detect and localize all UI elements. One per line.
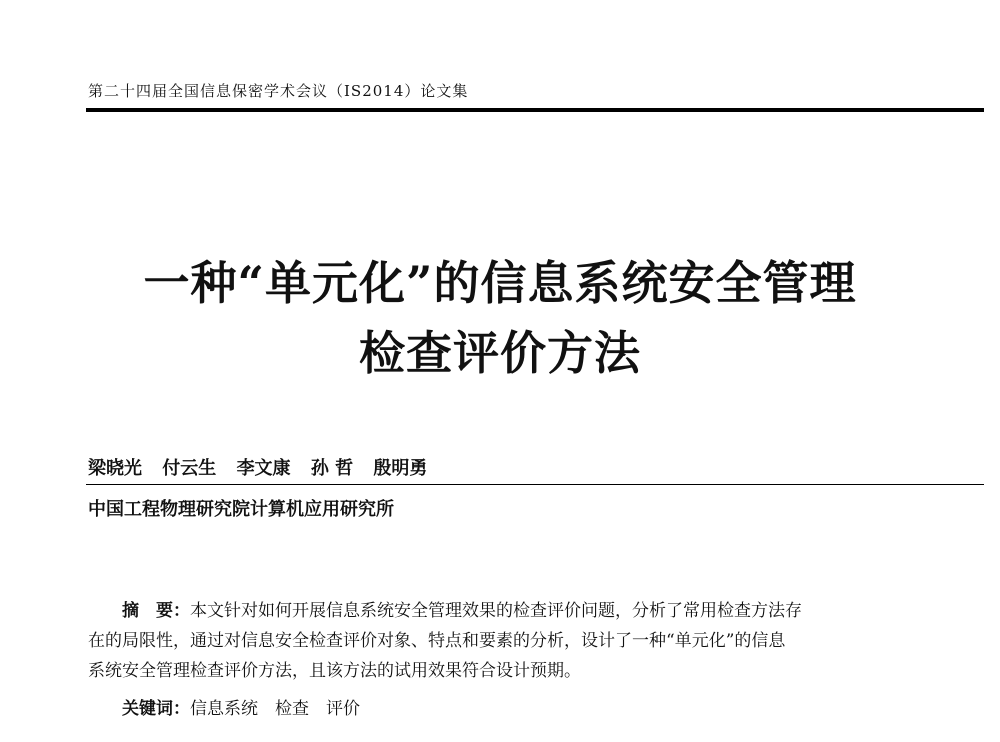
author-5: 殷明勇 bbox=[373, 458, 428, 479]
affiliation: 中国工程物理研究院计算机应用研究所 bbox=[88, 499, 394, 520]
abstract-line-3: 系统安全管理检查评价方法，且该方法的试用效果符合设计预期。 bbox=[88, 661, 581, 681]
running-head: 第二十四届全国信息保密学术会议（IS2014）论文集 bbox=[88, 82, 469, 100]
abstract bbox=[88, 596, 908, 686]
header-rule bbox=[86, 108, 984, 112]
keywords-text: 信息系统 检查 评价 bbox=[190, 699, 360, 719]
abstract-text-1: 本文针对如何开展信息系统安全管理效果的检查评价问题，分析了常用检查方法存 bbox=[190, 601, 802, 621]
author-2: 付云生 bbox=[162, 458, 217, 479]
abstract-line-1 bbox=[88, 596, 908, 626]
author-4: 孙 哲 bbox=[310, 458, 354, 479]
title-line-2: 检查评价方法 bbox=[359, 326, 641, 380]
author-list bbox=[88, 454, 441, 480]
keywords-label: 关键词： bbox=[122, 699, 190, 719]
keywords bbox=[122, 694, 360, 719]
title-line-1: 一种“单元化”的信息系统安全管理 bbox=[143, 256, 857, 310]
abstract-label: 摘 要： bbox=[122, 601, 190, 621]
paper-title bbox=[0, 248, 1000, 388]
author-rule bbox=[86, 484, 984, 485]
author-3: 李文康 bbox=[236, 458, 291, 479]
author-1: 梁晓光 bbox=[88, 458, 142, 479]
abstract-line-2: 在的局限性，通过对信息安全检查评价对象、特点和要素的分析，设计了一种“单元化”的信息 bbox=[88, 631, 786, 651]
